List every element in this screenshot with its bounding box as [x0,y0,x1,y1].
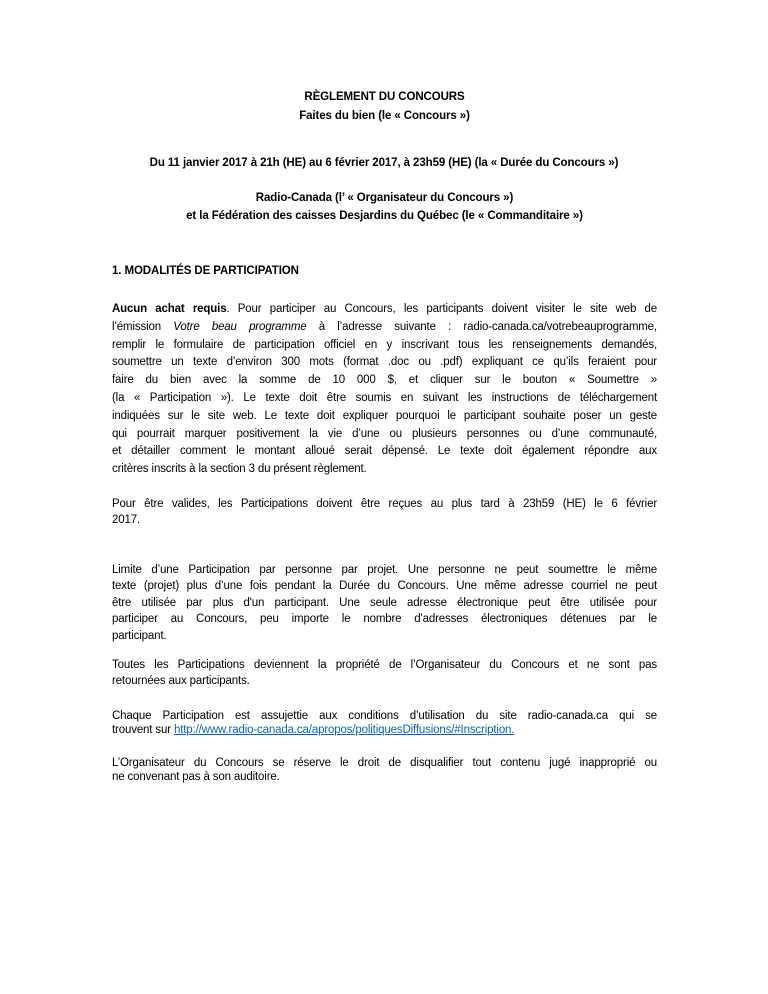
line: Toutes les Participations deviennent la propriété de l’Organisateur du Concours et ne sont pas [112,659,657,671]
line: 2017. [112,514,141,527]
bold-text: Aucun achat requis [112,303,227,315]
line: faire du bien avec la somme de 10 000 $, et cliquer sur le bouton « Soumettre » [112,374,657,387]
text: l’émission [112,320,174,333]
text: . Pour participer au Concours, les participants doivent visiter le site web de [226,303,657,315]
text: trouvent sur [112,724,174,736]
line: participant. [112,629,167,642]
paragraph-limit [112,562,657,644]
document-title: RÈGLEMENT DU CONCOURS [304,91,465,103]
line: retournées aux participants. [112,675,250,688]
line: être utilisée par plus d'un participant. Une seule adresse électronique peut être utilisée pour [112,596,657,609]
contest-dates: Du 11 janvier 2017 à 21h (HE) au 6 février 2017, à 23h59 (HE) (la « Durée du Concours ») [149,157,619,169]
line: et détailler comment le montant alloué serait dépensé. Le texte doit également répondre aux [112,445,657,458]
line [112,301,657,319]
paragraph-conditions [112,709,657,737]
paragraph-property [112,657,657,690]
line: qui pourrait marquer positivement la vie d’une ou plusieurs personnes ou d’une communauté, [112,427,657,440]
policy-link[interactable]: http://www.radio-canada.ca/apropos/politiquesDiffusions/#Inscription. [173,724,515,736]
organizer: Radio-Canada (l’ « Organisateur du Concours ») [255,192,514,204]
line: (la « Participation »). Le texte doit être soumis en suivant les instructions de téléchargement [112,391,657,404]
sponsor: et la Fédération des caisses Desjardins du Québec (le « Commanditaire ») [186,210,583,222]
line: Chaque Participation est assujettie aux conditions d’utilisation du site radio-canada.ca qui se [112,710,657,722]
line [112,723,657,737]
line: Limite d’une Participation par personne par projet. Une personne ne peut soumettre le même [112,564,657,576]
paragraph-deadline [112,496,657,529]
line [112,319,657,337]
line: texte (projet) plus d’une fois pendant la Durée du Concours. Une même adresse courriel ne peut [112,580,657,593]
paragraph-disqualify [112,756,657,784]
line: ne convenant pas à son auditoire. [112,771,280,783]
contest-name: Faites du bien (le « Concours ») [299,110,470,122]
section-heading: 1. MODALITÉS DE PARTICIPATION [112,265,299,277]
line: Pour être valides, les Participations doivent être reçues au plus tard à 23h59 (HE) le 6 février [112,498,657,510]
line: indiquées sur le site web. Le texte doit expliquer pourquoi le participant souhaite poser un geste [112,409,657,422]
text: à l’adresse suivante : radio-canada.ca/votrebeauprogramme, [306,320,657,333]
program-name: Votre beau programme [173,320,307,333]
line: L’Organisateur du Concours se réserve le droit de disqualifier tout contenu jugé inapproprié ou [112,757,657,769]
line: participer au Concours, peu importe le nombre d'adresses électroniques détenues par le [112,613,657,626]
line: soumettre un texte d’environ 300 mots (format .doc ou .pdf) expliquant ce qu’ils feraient pour [112,356,657,369]
line: critères inscrits à la section 3 du présent règlement. [112,463,367,476]
line: remplir le formulaire de participation officiel en y inscrivant tous les renseignements demandés, [112,338,657,351]
paragraph-participation [112,301,657,479]
